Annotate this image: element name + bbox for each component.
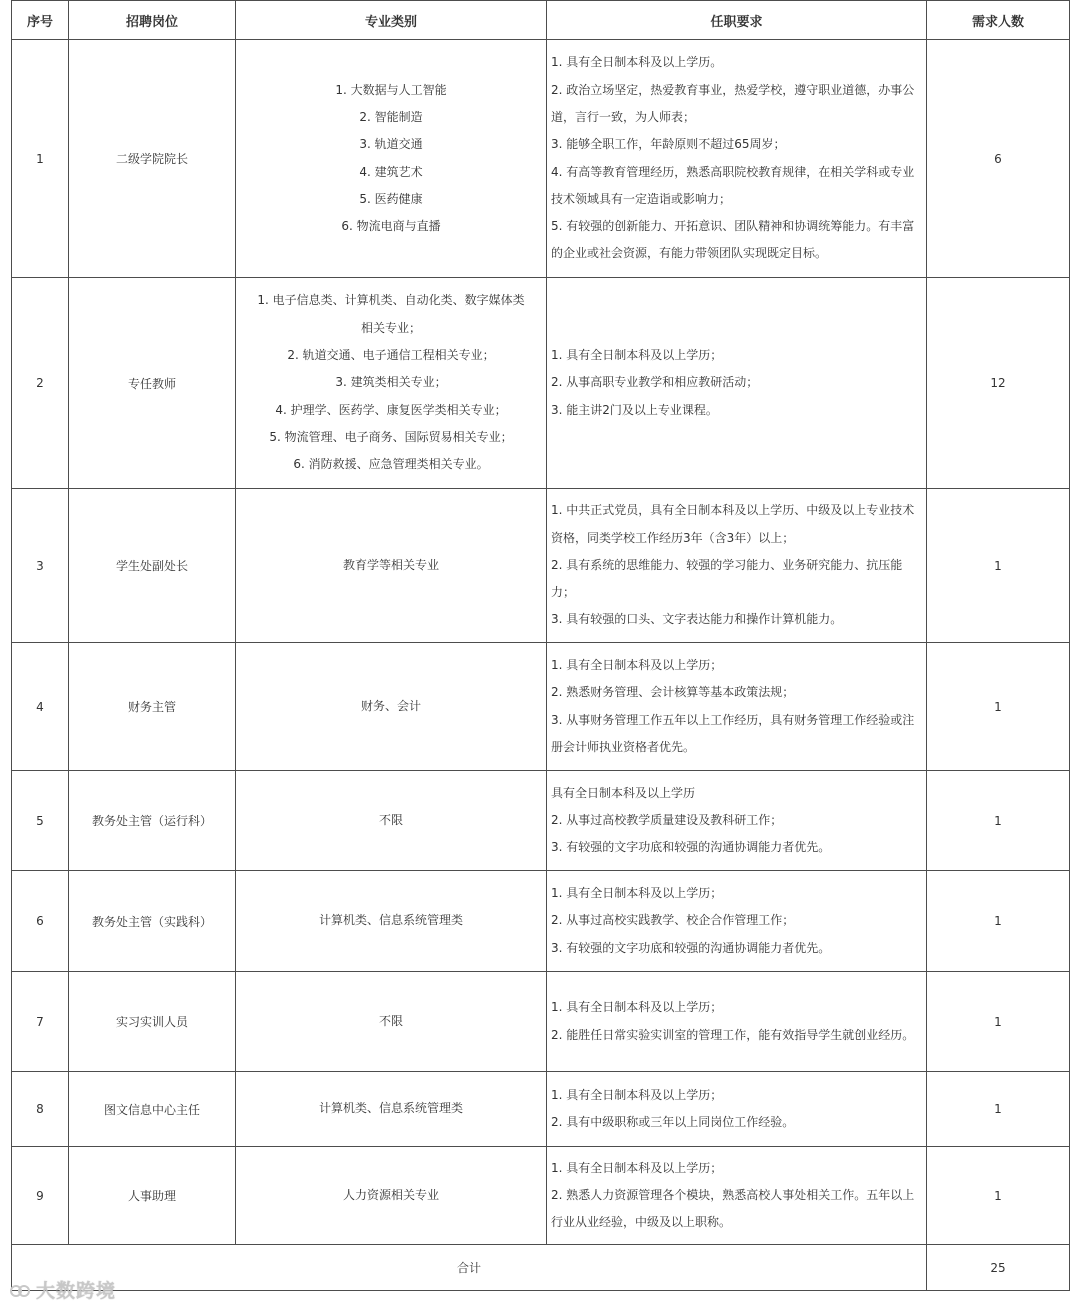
header-position: 招聘岗位: [69, 1, 236, 40]
requirement-line: 2. 熟悉人力资源管理各个模块，熟悉高校人事处相关工作。五年以上行业从业经验，中级及以上职称。: [551, 1187, 915, 1230]
row-majors: [236, 40, 547, 278]
row-position: 二级学院院长: [69, 40, 236, 278]
row-no: 3: [12, 489, 69, 643]
requirement-line: 2. 从事过高校教学质量建设及教科研工作；: [551, 812, 783, 827]
table-header-row: [12, 1, 1070, 40]
major-line: 人力资源相关专业: [342, 1187, 439, 1202]
row-requirements: [547, 871, 927, 972]
table-row: [12, 871, 1070, 972]
row-majors: [236, 1072, 547, 1147]
watermark-logo-icon: [10, 1283, 30, 1299]
major-line: 相关专业；: [360, 320, 421, 335]
major-line: 4. 护理学、医药学、康复医学类相关专业；: [275, 402, 507, 417]
major-line: 6. 物流电商与直播: [341, 219, 441, 234]
table-row: [12, 972, 1070, 1072]
major-line: 2. 智能制造: [359, 109, 423, 124]
header-count: 需求人数: [927, 1, 1070, 40]
row-majors: [236, 771, 547, 871]
row-count: 1: [927, 871, 1070, 972]
table-row: [12, 643, 1070, 771]
total-count: 25: [927, 1245, 1070, 1291]
row-position: 人事助理: [69, 1147, 236, 1245]
row-count: 1: [927, 489, 1070, 643]
total-label: 合计: [12, 1245, 927, 1291]
major-line: 不限: [378, 1013, 403, 1028]
row-position: 专任教师: [69, 278, 236, 489]
row-count: 1: [927, 1147, 1070, 1245]
requirement-line: 3. 从事财务管理工作五年以上工作经历，具有财务管理工作经验或注册会计师执业资格者优先。: [551, 712, 915, 754]
row-count: 1: [927, 643, 1070, 771]
row-position: 学生处副处长: [69, 489, 236, 643]
requirement-line: 2. 从事高职专业教学和相应教研活动；: [551, 375, 759, 390]
requirement-line: 4. 有高等教育管理经历，熟悉高职院校教育规律，在相关学科或专业技术领域具有一定造诣或影响力；: [551, 164, 915, 206]
major-line: 计算机类、信息系统管理类: [318, 1101, 463, 1116]
requirement-line: 1. 具有全日制本科及以上学历；: [551, 348, 723, 363]
major-line: 财务、会计: [360, 698, 421, 713]
watermark-text: 大数跨境: [36, 1280, 117, 1302]
table-row: [12, 771, 1070, 871]
row-requirements: [547, 1147, 927, 1245]
requirement-line: 2. 具有中级职称或三年以上同岗位工作经验。: [551, 1115, 795, 1129]
table-row: [12, 1147, 1070, 1245]
major-line: 4. 建筑艺术: [359, 164, 423, 179]
row-majors: [236, 1147, 547, 1245]
major-line: 1. 大数据与人工智能: [335, 82, 447, 97]
requirement-line: 2. 熟悉财务管理、会计核算等基本政策法规；: [551, 685, 795, 700]
row-majors: [236, 278, 547, 489]
row-count: 1: [927, 771, 1070, 871]
row-requirements: [547, 972, 927, 1072]
row-position: 实习实训人员: [69, 972, 236, 1072]
major-line: 2. 轨道交通、电子通信工程相关专业；: [287, 348, 495, 363]
row-position: 教务处主管（运行科）: [69, 771, 236, 871]
row-count: 1: [927, 1072, 1070, 1147]
requirement-line: 2. 从事过高校实践教学、校企合作管理工作；: [551, 913, 795, 928]
requirement-line: 5. 有较强的创新能力、开拓意识、团队精神和协调统筹能力。有丰富的企业或社会资源，有能力带领团队实现既定目标。: [551, 219, 915, 261]
row-requirements: [547, 40, 927, 278]
row-position: 图文信息中心主任: [69, 1072, 236, 1147]
requirement-line: 1. 具有全日制本科及以上学历；: [551, 886, 723, 901]
row-majors: [236, 972, 547, 1072]
row-no: 5: [12, 771, 69, 871]
row-majors: [236, 489, 547, 643]
major-line: 5. 医药健康: [359, 191, 423, 206]
requirement-line: 1. 具有全日制本科及以上学历；: [551, 657, 723, 672]
row-position: 财务主管: [69, 643, 236, 771]
requirement-line: 1. 具有全日制本科及以上学历；: [551, 1160, 723, 1175]
row-no: 6: [12, 871, 69, 972]
row-count: 6: [927, 40, 1070, 278]
requirement-line: 3. 有较强的文字功底和较强的沟通协调能力者优先。: [551, 840, 831, 855]
table-row: [12, 278, 1070, 489]
row-requirements: [547, 278, 927, 489]
row-no: 9: [12, 1147, 69, 1245]
major-line: 3. 轨道交通: [359, 137, 423, 152]
row-requirements: [547, 1072, 927, 1147]
major-line: 6. 消防救援、应急管理类相关专业。: [293, 457, 489, 472]
table-row: [12, 1072, 1070, 1147]
header-no: 序号: [12, 1, 69, 40]
header-requirements: 任职要求: [547, 1, 927, 40]
major-line: 5. 物流管理、电子商务、国际贸易相关专业；: [269, 429, 513, 444]
row-no: 7: [12, 972, 69, 1072]
header-major: 专业类别: [236, 1, 547, 40]
major-line: 教育学等相关专业: [342, 557, 439, 572]
row-position: 教务处主管（实践科）: [69, 871, 236, 972]
row-no: 8: [12, 1072, 69, 1147]
requirement-line: 1. 具有全日制本科及以上学历；: [551, 1000, 723, 1015]
row-majors: [236, 871, 547, 972]
row-no: 2: [12, 278, 69, 489]
row-no: 4: [12, 643, 69, 771]
row-no: 1: [12, 40, 69, 278]
row-requirements: [547, 643, 927, 771]
watermark: [10, 1276, 116, 1303]
total-row: [12, 1245, 1070, 1291]
requirement-line: 2. 具有系统的思维能力、较强的学习能力、业务研究能力、抗压能力；: [551, 557, 903, 600]
requirement-line: 2. 政治立场坚定，热爱教育事业，热爱学校，遵守职业道德，办事公道，言行一致，为人师表；: [551, 82, 915, 124]
major-line: 3. 建筑类相关专业；: [335, 375, 447, 390]
requirement-line: 具有全日制本科及以上学历: [551, 785, 696, 800]
requirement-line: 3. 能主讲2门及以上专业课程。: [551, 402, 718, 417]
row-count: 1: [927, 972, 1070, 1072]
major-line: 1. 电子信息类、计算机类、自动化类、数字媒体类: [257, 293, 525, 308]
table-row: [12, 489, 1070, 643]
requirement-line: 1. 中共正式党员，具有全日制本科及以上学历、中级及以上专业技术资格，同类学校工作经历3年（含3年）以上；: [551, 503, 915, 545]
requirement-line: 1. 具有全日制本科及以上学历；: [551, 1087, 723, 1102]
row-count: 12: [927, 278, 1070, 489]
major-line: 计算机类、信息系统管理类: [318, 913, 463, 928]
recruitment-table: [11, 0, 1070, 1291]
row-requirements: [547, 489, 927, 643]
requirement-line: 3. 具有较强的口头、文字表达能力和操作计算机能力。: [551, 612, 843, 627]
requirement-line: 3. 能够全职工作，年龄原则不超过65周岁；: [551, 137, 786, 152]
requirement-line: 2. 能胜任日常实验实训室的管理工作，能有效指导学生就创业经历。: [551, 1027, 915, 1042]
table-row: [12, 40, 1070, 278]
requirement-line: 3. 有较强的文字功底和较强的沟通协调能力者优先。: [551, 940, 831, 955]
table-body: [12, 40, 1070, 1245]
major-line: 不限: [378, 812, 403, 827]
requirement-line: 1. 具有全日制本科及以上学历。: [551, 55, 723, 70]
row-majors: [236, 643, 547, 771]
row-requirements: [547, 771, 927, 871]
